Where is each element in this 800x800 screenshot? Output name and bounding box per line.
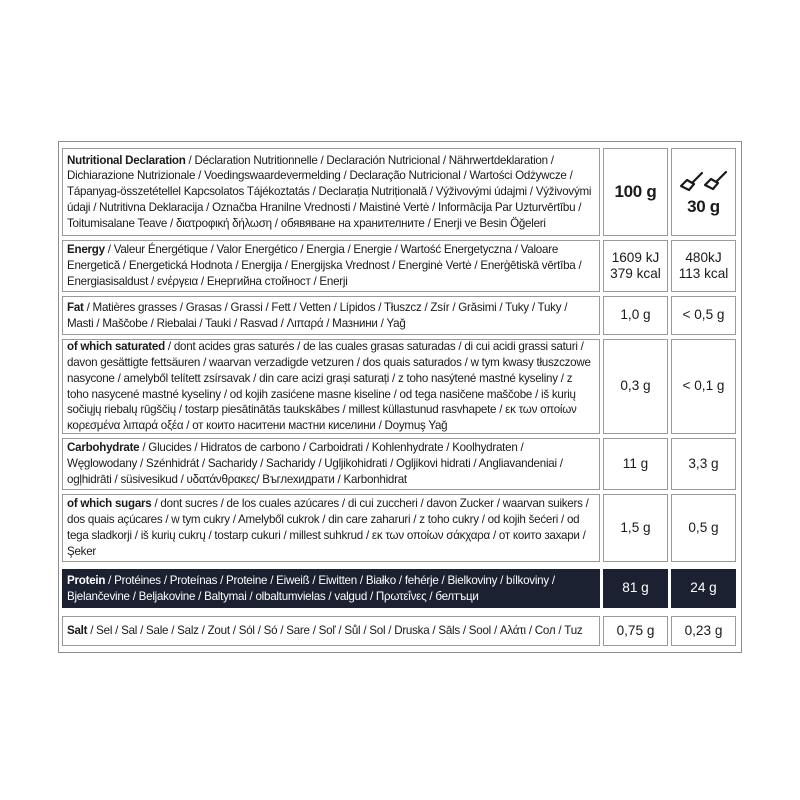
value-per-100g	[603, 438, 668, 490]
nutrient-translations: / dont acides gras saturés / de las cuales grasas saturadas / di cui acidi grassi saturi / davon gesättigte fettsäuren / waarvan verzadigde vetzuren / dos quais saturados / w tym kwasy tłuszczowe nasycone / amelyből telített zsírsavak / din care acizi grași saturați / z toho nasýtené mastné kyseliny / z toho nasycené mastné kyseliny / od kojih zasićene masne kiseline / od tega nasičene maščobe / iš kurių sočiųjų riebalų rūgščių / tostarp piesātinātās taukskābes / millest küllastunud rasvhapete / εκ των οποίων κορεσμένα λιπαρά οξέα / от които наситени мастни киселини / Doymuş Yağ	[67, 340, 591, 433]
protein-100g: 81 g	[622, 580, 649, 596]
nutrient-name: Protein	[67, 573, 106, 587]
carbohydrate-serving: 3,3 g	[688, 455, 719, 471]
nutrient-name: Energy	[67, 243, 105, 257]
header-label-translations: / Déclaration Nutritionnelle / Declaración Nutricional / Nährwertdeklaration / Dichiarazione Nutrizionale / Voedingswaardevermelding / Declaração Nutricional / Wartości Odżywcze / Tápanyag-összetétellel Kapcsolatos Tájékoztatás / Declarația Nutrițională / Výživovými údajmi / Výživovými údaji / Nutritivna Deklaracija / Označba Hranilne Vrednosti / Maistinė Vertė / Informācija Par Uzturvērtību / Toitumisalane Teave / διατροφική δήλωση / обявяване на хранителните / Enerji ve Besin Öğeleri	[67, 153, 592, 230]
energy-kcal-100g: 379 kcal	[610, 266, 661, 281]
protein-serving: 24 g	[690, 580, 717, 596]
table-row	[62, 339, 739, 434]
nutrient-translations: / Glucides / Hidratos de carbono / Carboidrati / Kohlenhydrate / Koolhydraten / Węglowodany / Szénhidrát / Sacharidy / Sacharidy / Ugljikohidrati / Ogljikovi hidrati / Angliavandeniai / ogļhidrāti / süsivesikud / υδατάνθρακες/ Въглехидрати / Karbonhidrat	[67, 441, 563, 486]
value-per-serving	[671, 240, 736, 292]
nutrient-name: Fat	[67, 300, 84, 314]
carbohydrate-100g: 11 g	[622, 455, 649, 471]
nutrient-label-cell	[62, 438, 600, 490]
table-row	[62, 616, 739, 646]
value-per-100g	[603, 616, 668, 646]
sugars-serving: 0,5 g	[688, 519, 719, 535]
nutrient-label-cell	[62, 494, 600, 562]
nutrient-translations: / Valeur Énergétique / Valor Energético / Energia / Energie / Wartość Energetyczna / Valoare Energetică / Energetická Hodnota / Energija / Energijska Vrednost / Energinė Vertė / Enerģētiskā vērtība / Energiasisaldust / ενέργεια / Енергийна стойност / Enerji	[67, 243, 582, 288]
scoop-icon	[678, 169, 730, 195]
nutrient-name: Salt	[67, 624, 88, 638]
header-serving-label: 30 g	[687, 196, 720, 216]
sugars-100g: 1,5 g	[620, 519, 651, 535]
value-per-100g	[603, 296, 668, 335]
nutrient-translations: / Sel / Sal / Sale / Salz / Zout / Sól / Só / Sare / Soľ / Sůl / Sol / Druska / Sāls / Sool / Αλάτι / Сол / Tuz	[87, 624, 583, 638]
salt-serving: 0,23 g	[684, 622, 723, 638]
value-per-100g	[603, 569, 668, 608]
header-100g-label: 100 g	[614, 181, 657, 201]
value-per-100g	[603, 339, 668, 434]
value-per-100g	[603, 240, 668, 292]
header-label-cell	[62, 148, 600, 236]
fat-serving: < 0,5 g	[682, 307, 725, 323]
value-per-serving	[671, 438, 736, 490]
value-per-serving	[671, 569, 736, 608]
nutrient-translations: / Matières grasses / Grasas / Grassi / Fett / Vetten / Lípidos / Tłuszcz / Zsír / Grăsimi / Tuky / Tuky / Masti / Maščobe / Riebalai / Tauki / Rasvad / Λιπαρά / Мазнини / Yağ	[67, 300, 568, 330]
salt-100g: 0,75 g	[616, 622, 655, 638]
table-row	[62, 438, 739, 490]
header-serving-cell	[671, 148, 736, 236]
nutrient-translations: / Protéines / Proteínas / Proteine / Eiweiß / Eiwitten / Białko / fehérje / Bielkoviny / bílkoviny / Bjelančevine / Beljakovine / Baltymai / olbaltumvielas / valgud / Πρωτεΐνες / белтъци	[67, 573, 555, 603]
nutrient-label-cell	[62, 339, 600, 434]
nutrient-name: of which saturated	[67, 340, 165, 354]
nutrient-name: Carbohydrate	[67, 441, 140, 455]
fat-100g: 1,0 g	[620, 307, 651, 323]
energy-kcal-serving: 113 kcal	[678, 266, 729, 281]
header-100g-cell	[603, 148, 668, 236]
energy-kj-serving: 480kJ	[685, 249, 722, 265]
table-row	[62, 296, 739, 335]
value-per-serving	[671, 494, 736, 562]
value-per-100g	[603, 494, 668, 562]
energy-kj-100g: 1609 kJ	[611, 249, 660, 265]
value-per-serving	[671, 296, 736, 335]
table-row	[62, 240, 739, 292]
table-row	[62, 494, 739, 562]
value-per-serving	[671, 616, 736, 646]
nutrient-name: of which sugars	[67, 497, 152, 511]
nutrient-label-cell	[62, 569, 600, 608]
table-header-row	[62, 148, 739, 236]
nutrition-table	[58, 141, 742, 653]
saturated-100g: 0,3 g	[620, 378, 651, 394]
nutrient-label-cell	[62, 240, 600, 292]
value-per-serving	[671, 339, 736, 434]
nutrient-translations: / dont sucres / de los cuales azúcares / di cui zuccheri / davon Zucker / waarvan suikers / dos quais açúcares / w tym cukry / Amelyből cukrok / din care zaharuri / z toho cukry / od kojih šećeri / od tega sladkorji / iš kurių cukrų / tostarp cukuri / millest suhkrud / εκ των οποίων σάκχαρα / от които захари / Şeker	[67, 497, 589, 558]
saturated-serving: < 0,1 g	[682, 378, 725, 394]
nutrient-label-cell	[62, 296, 600, 335]
nutrient-label-cell	[62, 616, 600, 646]
header-label-bold: Nutritional Declaration	[67, 153, 186, 167]
table-row-highlighted	[62, 569, 739, 608]
